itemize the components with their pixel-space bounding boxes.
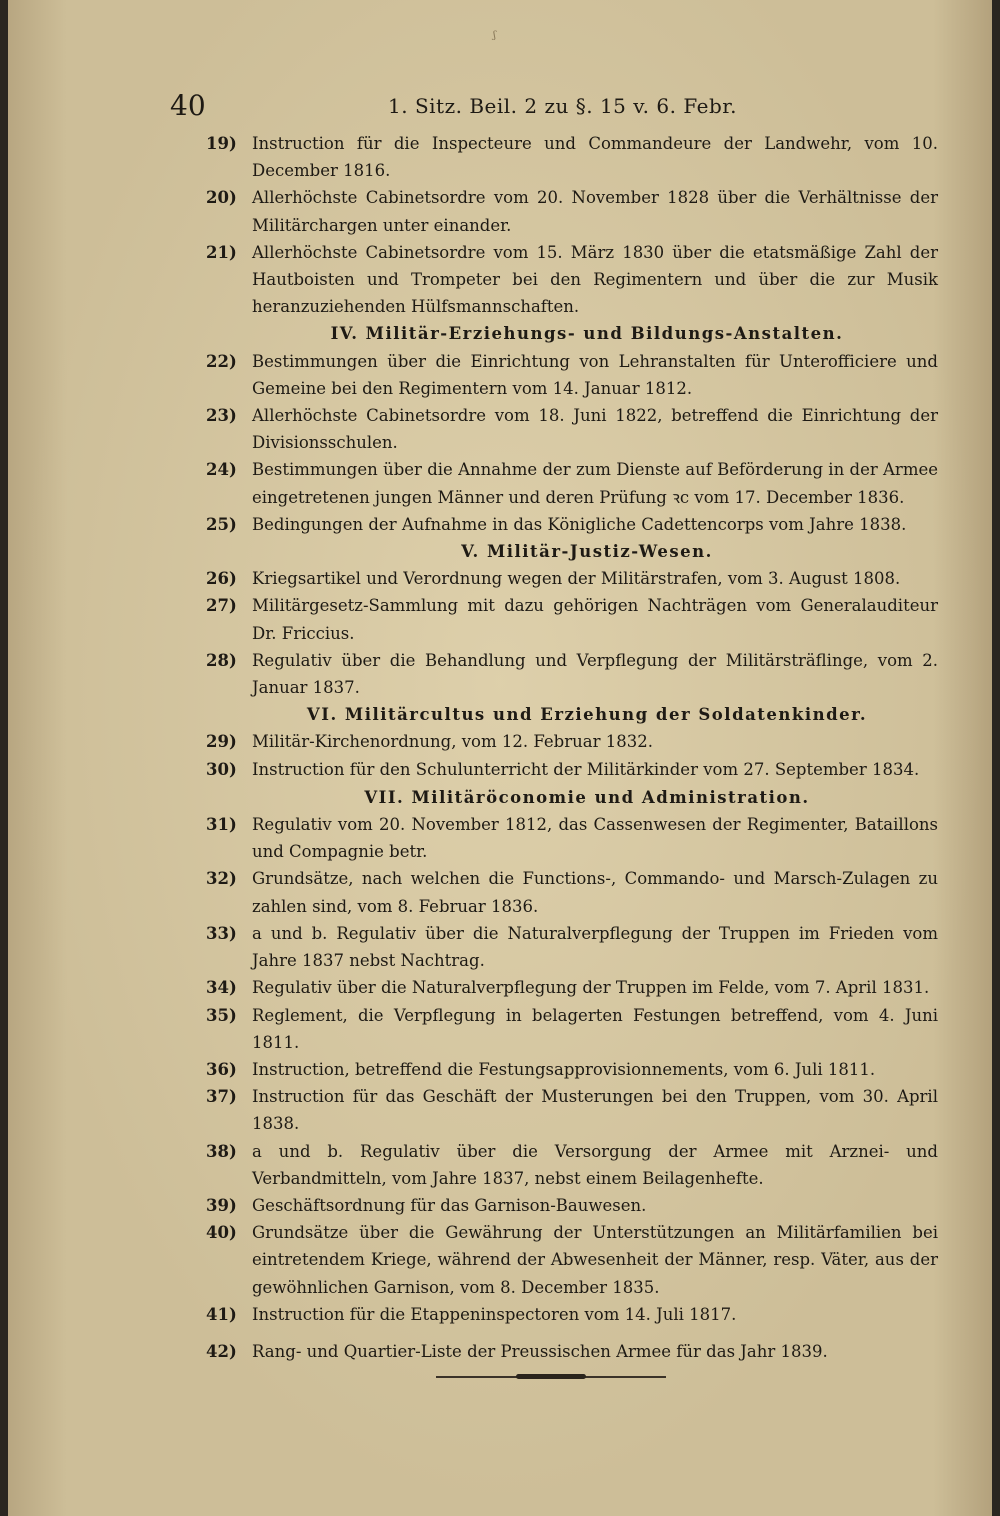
section-heading: IV. Militär-Erziehungs- und Bildungs-Anstalten. bbox=[330, 324, 844, 344]
document-page bbox=[8, 0, 992, 1516]
item-number: 37) bbox=[206, 1087, 237, 1107]
list-item bbox=[206, 565, 938, 592]
item-number: 22) bbox=[206, 351, 237, 371]
item-text: Bestimmungen über die Einrichtung von Lehranstalten für Unterofficiere und Gemeine bei den Regimentern vom 14. Januar 1812. bbox=[252, 351, 938, 398]
list-item bbox=[206, 1219, 938, 1301]
item-text: Grundsätze über die Gewährung der Unterstützungen an Militärfamilien bei eintretendem Kriege, während der Abwesenheit der Männer, resp. Väter, aus der gewöhnlichen Garnison, vom 8. December 1835. bbox=[252, 1223, 938, 1297]
item-text: Allerhöchste Cabinetsordre vom 18. Juni 1822, betreffend die Einrichtung der Divisionsschulen. bbox=[252, 406, 938, 453]
section-heading: VI. Militärcultus und Erziehung der Soldatenkinder. bbox=[306, 705, 868, 725]
page-header bbox=[8, 88, 992, 128]
list-item bbox=[206, 456, 938, 510]
item-text: Instruction für den Schulunterricht der Militärkinder vom 27. September 1834. bbox=[252, 759, 920, 779]
item-text: a und b. Regulativ über die Versorgung der Armee mit Arznei- und Verbandmitteln, vom Jahre 1837, nebst einem Beilagenhefte. bbox=[252, 1141, 938, 1188]
item-number: 35) bbox=[206, 1005, 237, 1025]
list-item bbox=[206, 1301, 938, 1328]
item-text: Militärgesetz-Sammlung mit dazu gehörigen Nachträgen vom Generalauditeur Dr. Friccius. bbox=[252, 596, 938, 643]
list-item bbox=[206, 130, 938, 184]
item-number: 28) bbox=[206, 650, 237, 670]
item-number: 38) bbox=[206, 1141, 237, 1161]
list-item bbox=[206, 865, 938, 919]
item-number: 33) bbox=[206, 923, 237, 943]
item-text: Instruction für die Etappeninspectoren vom 14. Juli 1817. bbox=[252, 1304, 737, 1324]
item-number: 39) bbox=[206, 1195, 237, 1215]
section-heading: V. Militär-Justiz-Wesen. bbox=[461, 542, 713, 562]
item-text: Instruction für die Inspecteure und Commandeure der Landwehr, vom 10. December 1816. bbox=[252, 134, 938, 181]
ink-smudge-mark: ᶴ bbox=[493, 28, 497, 49]
list-item bbox=[206, 1192, 938, 1219]
item-text: Bedingungen der Aufnahme in das Königliche Cadettencorps vom Jahre 1838. bbox=[252, 514, 907, 534]
list-item bbox=[206, 974, 938, 1001]
list-item bbox=[206, 592, 938, 646]
item-text: Instruction für das Geschäft der Musterungen bei den Truppen, vom 30. April 1838. bbox=[252, 1087, 938, 1134]
document-body bbox=[206, 130, 938, 1365]
list-item bbox=[206, 1056, 938, 1083]
item-number: 26) bbox=[206, 569, 237, 589]
running-head: 1. Sitz. Beil. 2 zu §. 15 v. 6. Febr. bbox=[388, 94, 737, 118]
item-number: 25) bbox=[206, 514, 237, 534]
item-number: 19) bbox=[206, 134, 237, 153]
ornamental-divider bbox=[436, 1374, 666, 1380]
list-item bbox=[206, 1083, 938, 1137]
item-number: 34) bbox=[206, 978, 237, 998]
item-text: Regulativ vom 20. November 1812, das Cassenwesen der Regimenter, Bataillons und Compagnie betr. bbox=[252, 815, 938, 862]
list-item bbox=[206, 920, 938, 974]
item-number: 41) bbox=[206, 1304, 237, 1324]
item-text: Reglement, die Verpflegung in belagerten Festungen betreffend, vom 4. Juni 1811. bbox=[252, 1005, 938, 1052]
list-item bbox=[206, 756, 938, 783]
item-number: 21) bbox=[206, 242, 237, 262]
list-item bbox=[206, 184, 938, 238]
list-item bbox=[206, 1138, 938, 1192]
list-item bbox=[206, 239, 938, 321]
item-number: 23) bbox=[206, 406, 237, 426]
item-text: Allerhöchste Cabinetsordre vom 20. November 1828 über die Verhältnisse der Militärchargen unter einander. bbox=[252, 188, 938, 235]
item-text: Regulativ über die Behandlung und Verpflegung der Militärsträflinge, vom 2. Januar 1837. bbox=[252, 650, 938, 698]
item-number: 40) bbox=[206, 1223, 237, 1243]
item-text: Rang- und Quartier-Liste der Preussischen Armee für das Jahr 1839. bbox=[252, 1341, 828, 1361]
item-text: Bestimmungen über die Annahme der zum Dienste auf Beförderung in der Armee eingetretenen jungen Männer und deren Prüfung ꝛc vom 17. December 1836. bbox=[252, 460, 938, 507]
list-item bbox=[206, 811, 938, 865]
item-number: 31) bbox=[206, 815, 237, 835]
list-item bbox=[206, 1338, 938, 1365]
item-number: 32) bbox=[206, 869, 237, 889]
item-number: 20) bbox=[206, 188, 237, 208]
item-number: 30) bbox=[206, 759, 237, 779]
list-item bbox=[206, 647, 938, 701]
item-text: Allerhöchste Cabinetsordre vom 15. März 1830 über die etatsmäßige Zahl der Hautboisten und Trompeter bei den Regimentern und über die zur Musik heranzuziehenden Hülfsmannschaften. bbox=[252, 242, 938, 317]
item-text: Militär-Kirchenordnung, vom 12. Februar 1832. bbox=[252, 732, 653, 752]
list-item bbox=[206, 728, 938, 755]
item-number: 27) bbox=[206, 596, 237, 616]
item-text: Grundsätze, nach welchen die Functions-, Commando- und Marsch-Zulagen zu zahlen sind, vom 8. Februar 1836. bbox=[252, 869, 938, 916]
list-item bbox=[206, 1002, 938, 1056]
section-heading: VII. Militäröconomie und Administration. bbox=[364, 787, 810, 807]
list-item bbox=[206, 402, 938, 456]
list-item bbox=[206, 348, 938, 402]
page-number: 40 bbox=[170, 89, 206, 122]
item-number: 42) bbox=[206, 1341, 237, 1361]
item-text: Kriegsartikel und Verordnung wegen der Militärstrafen, vom 3. August 1808. bbox=[252, 569, 901, 589]
item-text: a und b. Regulativ über die Naturalverpflegung der Truppen im Frieden vom Jahre 1837 nebst Nachtrag. bbox=[252, 923, 938, 971]
item-text: Geschäftsordnung für das Garnison-Bauwesen. bbox=[252, 1195, 647, 1215]
item-number: 24) bbox=[206, 460, 237, 480]
list-item bbox=[206, 511, 938, 538]
item-number: 36) bbox=[206, 1059, 237, 1079]
item-text: Regulativ über die Naturalverpflegung der Truppen im Felde, vom 7. April 1831. bbox=[252, 978, 930, 998]
item-text: Instruction, betreffend die Festungsapprovisionnements, vom 6. Juli 1811. bbox=[252, 1059, 876, 1079]
item-number: 29) bbox=[206, 732, 237, 752]
